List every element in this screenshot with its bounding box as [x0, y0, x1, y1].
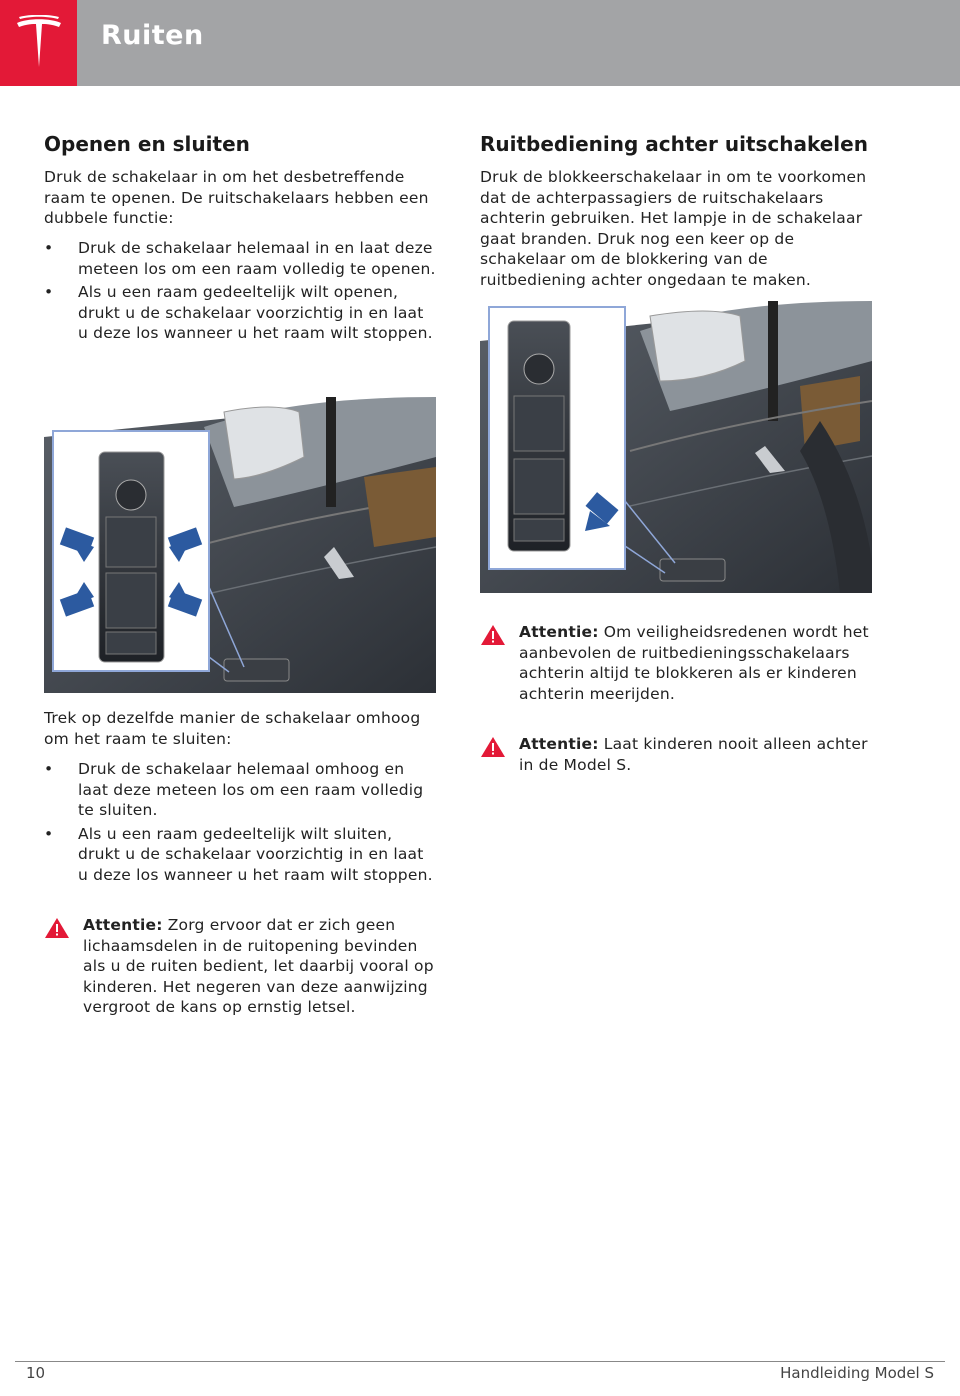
- window-switch-figure: [44, 397, 436, 693]
- manual-name: Handleiding Model S: [780, 1364, 934, 1382]
- footer-divider: [15, 1361, 945, 1362]
- rear-lock-paragraph: Druk de blokkeerschakelaar in om te voorkomen dat de achterpassagiers de ruitschakelaars achterin gebruiken. Het lampje in de schakelaar gaat branden. Druk nog een keer op de schakelaar om de blokkering van de ruitbediening achter ongedaan te maken.: [480, 168, 867, 289]
- page-number: 10: [26, 1364, 46, 1382]
- list-item: • Druk de schakelaar helemaal in en laat deze meteen los om een raam volledig te openen.: [44, 239, 436, 278]
- rear-lock-figure: [480, 301, 872, 593]
- warning-icon: [44, 917, 70, 939]
- rear-lock-illustration: [480, 301, 872, 593]
- page-title: Ruiten: [101, 20, 204, 51]
- warning-rear-lock-children: Attentie: Om veiligheidsredenen wordt het aanbevolen de ruitbedieningsschakelaars achterin altijd te blokkeren als er kinderen achterin meerijden.: [480, 622, 872, 704]
- warning-children-alone: Attentie: Laat kinderen nooit alleen achter in de Model S.: [480, 734, 872, 775]
- warning-icon: [480, 624, 506, 646]
- intro-paragraph: Druk de schakelaar in om het desbetreffende raam te openen. De ruitschakelaars hebben een dubbele functie:: [44, 168, 429, 227]
- close-intro-paragraph: Trek op dezelfde manier de schakelaar omhoog om het raam te sluiten:: [44, 709, 421, 748]
- warning-icon: [480, 736, 506, 758]
- list-item: • Druk de schakelaar helemaal omhoog en laat deze meteen los om een raam volledig te sluiten.: [44, 760, 424, 819]
- list-item: • Als u een raam gedeeltelijk wilt sluiten, drukt u de schakelaar voorzichtig in en laat u deze los wanneer u het raam wilt stoppen.: [44, 824, 433, 884]
- open-bullet-list: [44, 238, 436, 347]
- tesla-logo-icon: [15, 15, 63, 71]
- page-header: [0, 0, 960, 86]
- list-item: • Als u een raam gedeeltelijk wilt openen, drukt u de schakelaar voorzichtig in en laat u deze los wanneer u het raam wilt stoppen.: [44, 283, 433, 342]
- tesla-logo: [0, 0, 77, 86]
- section-heading-rear-lock: Ruitbediening achter uitschakelen: [480, 132, 868, 156]
- warning-pinch: Attentie: Zorg ervoor dat er zich geen lichaamsdelen in de ruitopening bevinden als u de ruiten bedient, let daarbij vooral op kinderen. Het negeren van deze aanwijzing vergroot de kans op ernstig letsel.: [44, 915, 436, 1018]
- window-switch-illustration: [44, 397, 436, 693]
- close-bullet-list: [44, 759, 436, 888]
- section-heading-open-close: Openen en sluiten: [44, 132, 250, 156]
